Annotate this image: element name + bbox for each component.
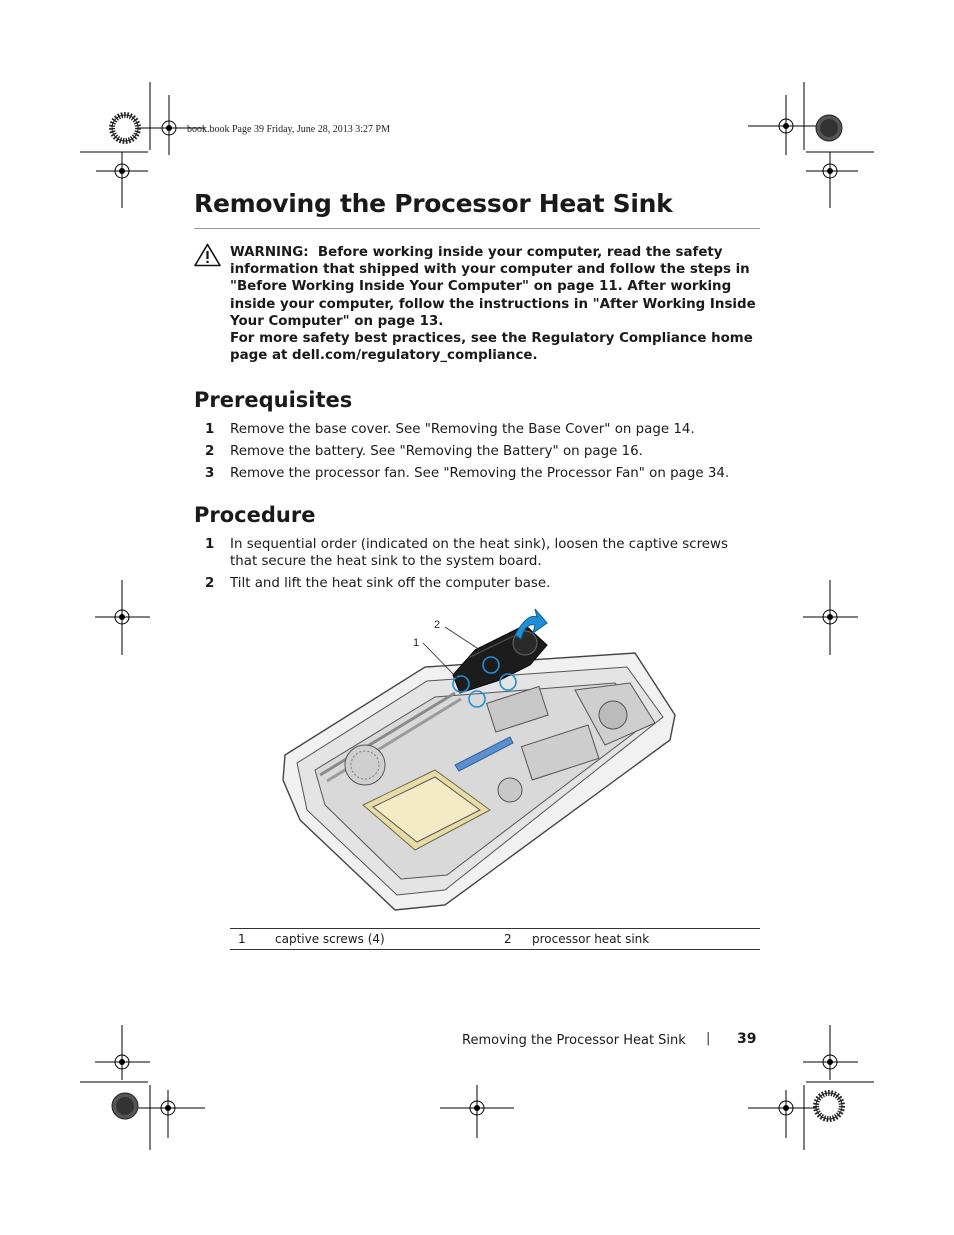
list-item — [205, 443, 770, 460]
callout-2: 2 — [434, 619, 441, 631]
step-number: 1 — [205, 422, 215, 437]
step-number: 2 — [205, 576, 215, 591]
step-text: In sequential order (indicated on the heat sink), loosen the captive screws that secure the heat sink to the system board. — [230, 537, 728, 569]
step-text: Remove the battery. See "Removing the Battery" on page 16. — [230, 444, 643, 459]
list-item — [205, 465, 770, 482]
prerequisites-list — [205, 421, 770, 487]
title-rule — [194, 228, 760, 229]
warning-text: Before working inside your computer, read the safety information that shipped with your computer and follow the steps in "Before Working Inside Your Computer" on page 11. After working inside your computer, follow the instructions in "After Working Inside Your Computer" on page 13. — [230, 245, 756, 329]
prerequisites-heading: Prerequisites — [194, 388, 353, 412]
step-text: Remove the processor fan. See "Removing the Processor Fan" on page 34. — [230, 466, 730, 481]
list-item — [205, 575, 740, 592]
legend-number: 1 — [238, 931, 246, 946]
list-item — [205, 536, 740, 570]
legend-number: 2 — [504, 931, 512, 946]
step-text: Remove the base cover. See "Removing the Base Cover" on page 14. — [230, 422, 695, 437]
legend-label: captive screws (4) — [275, 931, 385, 946]
warning-label: WARNING: — [230, 245, 309, 260]
footer-section: Removing the Processor Heat Sink — [462, 1033, 686, 1048]
print-slug: book.book Page 39 Friday, June 28, 2013 3:27 PM — [187, 124, 390, 135]
procedure-list — [205, 536, 740, 597]
page-title: Removing the Processor Heat Sink — [194, 189, 673, 218]
page-number: 39 — [737, 1031, 757, 1047]
warning-block — [230, 244, 770, 364]
step-number: 1 — [205, 537, 215, 552]
list-item — [205, 421, 770, 438]
callout-1: 1 — [413, 637, 420, 649]
table-row — [230, 929, 760, 950]
step-text: Tilt and lift the heat sink off the computer base. — [230, 576, 551, 591]
footer-separator: | — [706, 1031, 711, 1046]
warning-more: For more safety best practices, see the Regulatory Compliance home page at dell.com/regulatory_compliance. — [230, 331, 753, 364]
figure-legend — [230, 928, 760, 950]
step-number: 3 — [205, 466, 215, 481]
procedure-heading: Procedure — [194, 503, 316, 527]
heat-sink-illustration — [275, 605, 690, 915]
legend-label: processor heat sink — [532, 931, 650, 946]
warning-icon — [194, 243, 221, 267]
step-number: 2 — [205, 444, 215, 459]
